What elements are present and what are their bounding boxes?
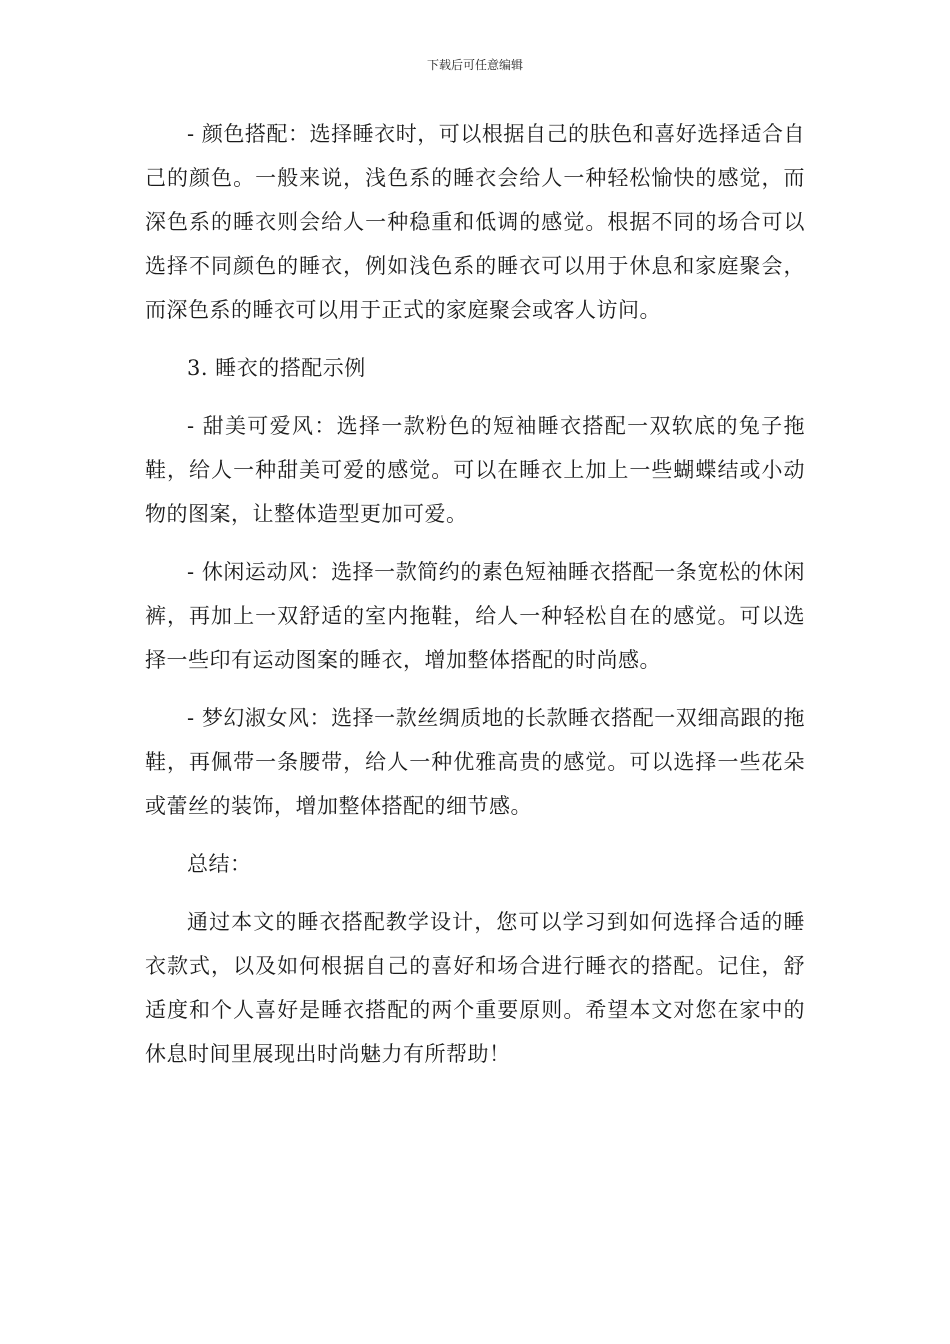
section-heading-examples: 3. 睡衣的搭配示例 xyxy=(187,356,366,380)
header-note: 下载后可任意编辑 xyxy=(426,58,523,72)
paragraph-casual-sport-style: - 休闲运动风：选择一款简约的素色短袖睡衣搭配一条宽松的休闲裤，再加上一双舒适的室内拖鞋，给人一种轻松自在的感觉。可以选择一些印有运动图案的睡衣，增加整体搭配的时尚感。 xyxy=(145,560,805,672)
paragraph-sweet-style: - 甜美可爱风：选择一款粉色的短袖睡衣搭配一双软底的兔子拖鞋，给人一种甜美可爱的感觉。可以在睡衣上加上一些蝴蝶结或小动物的图案，让整体造型更加可爱。 xyxy=(145,414,805,526)
document-body xyxy=(145,112,805,1090)
paragraph-dreamy-lady-style: - 梦幻淑女风：选择一款丝绸质地的长款睡衣搭配一双细高跟的拖鞋，再佩带一条腰带，给人一种优雅高贵的感觉。可以选择一些花朵或蕾丝的装饰，增加整体搭配的细节感。 xyxy=(145,706,805,818)
summary-paragraph: 通过本文的睡衣搭配教学设计，您可以学习到如何选择合适的睡衣款式，以及如何根据自己的喜好和场合进行睡衣的搭配。记住，舒适度和个人喜好是睡衣搭配的两个重要原则。希望本文对您在家中的休息时间里展现出时尚魅力有所帮助！ xyxy=(145,910,805,1066)
paragraph-color-matching: - 颜色搭配：选择睡衣时，可以根据自己的肤色和喜好选择适合自己的颜色。一般来说，浅色系的睡衣会给人一种轻松愉快的感觉，而深色系的睡衣则会给人一种稳重和低调的感觉。根据不同的场合可以选择不同颜色的睡衣，例如浅色系的睡衣可以用于休息和家庭聚会，而深色系的睡衣可以用于正式的家庭聚会或客人访问。 xyxy=(145,122,805,322)
summary-heading: 总结： xyxy=(187,852,252,876)
